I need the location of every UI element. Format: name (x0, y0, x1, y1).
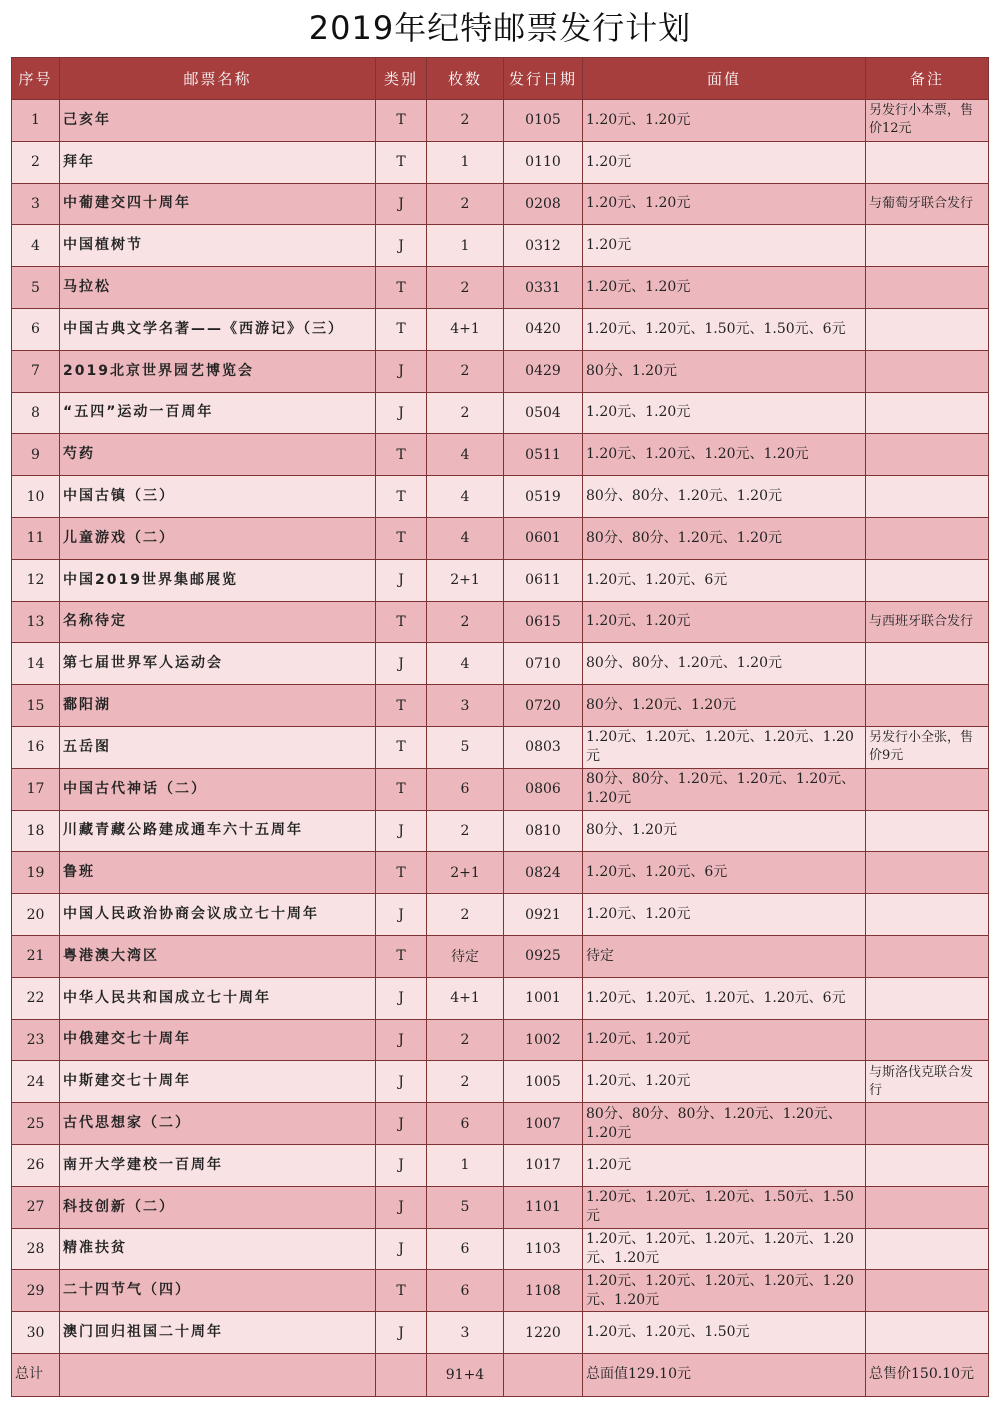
cell-type: J (376, 1186, 427, 1228)
cell-name: 澳门回归祖国二十周年 (60, 1312, 376, 1354)
cell-no: 8 (12, 392, 60, 434)
cell-note (866, 810, 989, 852)
cell-type: J (376, 1061, 427, 1103)
cell-name: 鄱阳湖 (60, 685, 376, 727)
cell-date: 0519 (504, 476, 583, 518)
cell-value: 1.20元、1.20元 (583, 894, 866, 936)
table-row (12, 726, 989, 768)
cell-count: 6 (427, 768, 504, 810)
cell-value: 80分、80分、80分、1.20元、1.20元、1.20元 (583, 1103, 866, 1145)
table-row (12, 308, 989, 350)
cell-note (866, 1019, 989, 1061)
cell-name: 古代思想家（二） (60, 1103, 376, 1145)
table-row (12, 517, 989, 559)
cell-no: 29 (12, 1270, 60, 1312)
cell-value: 80分、1.20元、1.20元 (583, 685, 866, 727)
cell-note (866, 977, 989, 1019)
cell-value: 待定 (583, 935, 866, 977)
cell-count: 6 (427, 1270, 504, 1312)
table-row (12, 601, 989, 643)
cell-date: 1002 (504, 1019, 583, 1061)
cell-type: J (376, 183, 427, 225)
cell-value: 1.20元、1.20元 (583, 100, 866, 142)
cell-note (866, 392, 989, 434)
cell-date: 1001 (504, 977, 583, 1019)
page-title: 2019年纪特邮票发行计划 (308, 9, 692, 47)
cell-count: 2 (427, 100, 504, 142)
cell-value: 1.20元、1.20元、1.20元、1.20元、1.20元、1.20元 (583, 1228, 866, 1270)
cell-note (866, 685, 989, 727)
cell-type: J (376, 559, 427, 601)
cell-no: 17 (12, 768, 60, 810)
cell-date: 0312 (504, 225, 583, 267)
cell-no: 20 (12, 894, 60, 936)
cell-count: 1 (427, 1144, 504, 1186)
cell-name: 中葡建交四十周年 (60, 183, 376, 225)
cell-value: 1.20元、1.20元 (583, 392, 866, 434)
cell-count: 2 (427, 601, 504, 643)
cell-value: 1.20元、1.20元、1.20元、1.20元、1.20元、1.20元 (583, 1270, 866, 1312)
table-row (12, 1103, 989, 1145)
cell-name: 中国古典文学名著——《西游记》（三） (60, 308, 376, 350)
cell-count: 待定 (427, 935, 504, 977)
cell-no: 19 (12, 852, 60, 894)
cell-date: 0925 (504, 935, 583, 977)
cell-type: T (376, 517, 427, 559)
table-row (12, 183, 989, 225)
cell-date: 0611 (504, 559, 583, 601)
table-row (12, 100, 989, 142)
total-type (376, 1353, 427, 1396)
cell-date: 1007 (504, 1103, 583, 1145)
cell-type: J (376, 350, 427, 392)
cell-value: 80分、1.20元 (583, 350, 866, 392)
cell-note (866, 350, 989, 392)
cell-count: 1 (427, 225, 504, 267)
cell-name: 中俄建交七十周年 (60, 1019, 376, 1061)
cell-name: 中国植树节 (60, 225, 376, 267)
cell-note (866, 1144, 989, 1186)
cell-type: J (376, 894, 427, 936)
cell-type: J (376, 643, 427, 685)
cell-type: J (376, 810, 427, 852)
cell-date: 0824 (504, 852, 583, 894)
cell-note (866, 141, 989, 183)
cell-count: 6 (427, 1228, 504, 1270)
cell-no: 13 (12, 601, 60, 643)
table-row (12, 685, 989, 727)
table-row (12, 1228, 989, 1270)
cell-type: J (376, 392, 427, 434)
cell-no: 4 (12, 225, 60, 267)
cell-note (866, 643, 989, 685)
cell-date: 1108 (504, 1270, 583, 1312)
cell-type: T (376, 476, 427, 518)
cell-date: 0615 (504, 601, 583, 643)
cell-count: 2 (427, 894, 504, 936)
cell-value: 1.20元、1.20元 (583, 1061, 866, 1103)
cell-count: 4+1 (427, 977, 504, 1019)
cell-type: T (376, 434, 427, 476)
cell-note (866, 1312, 989, 1354)
cell-note: 与西班牙联合发行 (866, 601, 989, 643)
cell-name: 中华人民共和国成立七十周年 (60, 977, 376, 1019)
cell-value: 80分、1.20元 (583, 810, 866, 852)
cell-type: T (376, 1270, 427, 1312)
cell-type: T (376, 601, 427, 643)
cell-note: 与葡萄牙联合发行 (866, 183, 989, 225)
cell-date: 1017 (504, 1144, 583, 1186)
cell-type: T (376, 726, 427, 768)
table-row (12, 1019, 989, 1061)
cell-no: 2 (12, 141, 60, 183)
cell-date: 0420 (504, 308, 583, 350)
cell-value: 1.20元、1.20元、6元 (583, 559, 866, 601)
cell-no: 22 (12, 977, 60, 1019)
cell-value: 1.20元、1.20元、6元 (583, 852, 866, 894)
table-row (12, 141, 989, 183)
cell-no: 6 (12, 308, 60, 350)
cell-type: J (376, 225, 427, 267)
total-name (60, 1353, 376, 1396)
total-value: 总面值129.10元 (583, 1353, 866, 1396)
table-row (12, 894, 989, 936)
cell-type: J (376, 1103, 427, 1145)
cell-name: 2019北京世界园艺博览会 (60, 350, 376, 392)
cell-date: 1005 (504, 1061, 583, 1103)
cell-date: 0511 (504, 434, 583, 476)
cell-no: 25 (12, 1103, 60, 1145)
cell-name: 川藏青藏公路建成通车六十五周年 (60, 810, 376, 852)
cell-value: 80分、80分、1.20元、1.20元 (583, 517, 866, 559)
table-row (12, 434, 989, 476)
cell-note (866, 308, 989, 350)
cell-type: T (376, 685, 427, 727)
table-row (12, 225, 989, 267)
cell-count: 6 (427, 1103, 504, 1145)
cell-name: 中国2019世界集邮展览 (60, 559, 376, 601)
cell-date: 0710 (504, 643, 583, 685)
cell-name: 鲁班 (60, 852, 376, 894)
cell-note (866, 935, 989, 977)
table-row (12, 350, 989, 392)
cell-name: 儿童游戏（二） (60, 517, 376, 559)
cell-no: 27 (12, 1186, 60, 1228)
header-name: 邮票名称 (60, 58, 376, 100)
cell-note: 与斯洛伐克联合发行 (866, 1061, 989, 1103)
cell-count: 2 (427, 1061, 504, 1103)
cell-no: 5 (12, 267, 60, 309)
cell-name: 拜年 (60, 141, 376, 183)
cell-date: 0921 (504, 894, 583, 936)
cell-value: 1.20元 (583, 225, 866, 267)
cell-no: 23 (12, 1019, 60, 1061)
cell-type: T (376, 267, 427, 309)
table-row (12, 852, 989, 894)
cell-no: 9 (12, 434, 60, 476)
header-type: 类别 (376, 58, 427, 100)
cell-name: 五岳图 (60, 726, 376, 768)
cell-value: 80分、80分、1.20元、1.20元、1.20元、1.20元 (583, 768, 866, 810)
cell-note (866, 476, 989, 518)
cell-date: 0806 (504, 768, 583, 810)
cell-no: 26 (12, 1144, 60, 1186)
cell-count: 2 (427, 350, 504, 392)
cell-type: J (376, 1144, 427, 1186)
table-row (12, 768, 989, 810)
cell-count: 2 (427, 1019, 504, 1061)
cell-count: 5 (427, 726, 504, 768)
cell-count: 3 (427, 685, 504, 727)
cell-count: 2 (427, 810, 504, 852)
cell-value: 1.20元、1.20元、1.20元、1.20元、6元 (583, 977, 866, 1019)
cell-note (866, 768, 989, 810)
cell-note (866, 1103, 989, 1145)
cell-date: 0208 (504, 183, 583, 225)
cell-name: 己亥年 (60, 100, 376, 142)
cell-note (866, 559, 989, 601)
cell-value: 80分、80分、1.20元、1.20元 (583, 476, 866, 518)
cell-name: 科技创新（二） (60, 1186, 376, 1228)
cell-no: 16 (12, 726, 60, 768)
cell-name: 中国人民政治协商会议成立七十周年 (60, 894, 376, 936)
cell-no: 3 (12, 183, 60, 225)
table-row (12, 1061, 989, 1103)
cell-count: 2+1 (427, 559, 504, 601)
table-row (12, 977, 989, 1019)
cell-name: 中国古镇（三） (60, 476, 376, 518)
cell-no: 18 (12, 810, 60, 852)
cell-type: T (376, 852, 427, 894)
cell-value: 1.20元 (583, 141, 866, 183)
table-row (12, 476, 989, 518)
cell-note (866, 267, 989, 309)
cell-count: 4 (427, 643, 504, 685)
cell-name: 马拉松 (60, 267, 376, 309)
cell-note (866, 894, 989, 936)
cell-note: 另发行小本票，售价12元 (866, 100, 989, 142)
cell-type: T (376, 141, 427, 183)
table-row (12, 392, 989, 434)
cell-type: T (376, 308, 427, 350)
cell-note (866, 434, 989, 476)
cell-name: “五四”运动一百周年 (60, 392, 376, 434)
header-no: 序号 (12, 58, 60, 100)
cell-count: 2 (427, 392, 504, 434)
cell-count: 5 (427, 1186, 504, 1228)
cell-date: 0720 (504, 685, 583, 727)
cell-name: 中国古代神话（二） (60, 768, 376, 810)
table-row (12, 1270, 989, 1312)
cell-date: 0810 (504, 810, 583, 852)
cell-note (866, 852, 989, 894)
cell-no: 12 (12, 559, 60, 601)
total-date (504, 1353, 583, 1396)
cell-count: 1 (427, 141, 504, 183)
cell-count: 2 (427, 267, 504, 309)
table-row (12, 1312, 989, 1354)
total-label: 总计 (12, 1353, 60, 1396)
header-date: 发行日期 (504, 58, 583, 100)
table-header-row (12, 58, 989, 100)
cell-type: T (376, 100, 427, 142)
header-count: 枚数 (427, 58, 504, 100)
cell-name: 精准扶贫 (60, 1228, 376, 1270)
cell-no: 10 (12, 476, 60, 518)
cell-count: 4 (427, 476, 504, 518)
cell-date: 0110 (504, 141, 583, 183)
cell-type: J (376, 1312, 427, 1354)
cell-count: 3 (427, 1312, 504, 1354)
cell-value: 1.20元、1.20元、1.20元、1.50元、1.50元 (583, 1186, 866, 1228)
cell-date: 0105 (504, 100, 583, 142)
cell-no: 30 (12, 1312, 60, 1354)
cell-no: 7 (12, 350, 60, 392)
cell-note: 另发行小全张，售价9元 (866, 726, 989, 768)
cell-note (866, 1270, 989, 1312)
cell-date: 0429 (504, 350, 583, 392)
cell-count: 4+1 (427, 308, 504, 350)
cell-name: 第七届世界军人运动会 (60, 643, 376, 685)
total-count: 91+4 (427, 1353, 504, 1396)
cell-name: 粤港澳大湾区 (60, 935, 376, 977)
table-row (12, 1186, 989, 1228)
header-value: 面值 (583, 58, 866, 100)
table-row (12, 559, 989, 601)
cell-count: 4 (427, 434, 504, 476)
cell-no: 1 (12, 100, 60, 142)
cell-note (866, 225, 989, 267)
table-row (12, 935, 989, 977)
cell-type: T (376, 935, 427, 977)
stamp-schedule-table (11, 57, 989, 1397)
cell-no: 28 (12, 1228, 60, 1270)
table-row (12, 643, 989, 685)
cell-value: 1.20元、1.20元、1.50元 (583, 1312, 866, 1354)
cell-note (866, 517, 989, 559)
cell-no: 15 (12, 685, 60, 727)
cell-value: 1.20元、1.20元、1.20元、1.20元、1.20元 (583, 726, 866, 768)
cell-value: 1.20元、1.20元 (583, 1019, 866, 1061)
cell-name: 二十四节气（四） (60, 1270, 376, 1312)
cell-count: 2 (427, 183, 504, 225)
cell-date: 1220 (504, 1312, 583, 1354)
cell-type: J (376, 1019, 427, 1061)
header-note: 备注 (866, 58, 989, 100)
cell-name: 芍药 (60, 434, 376, 476)
cell-no: 24 (12, 1061, 60, 1103)
cell-type: J (376, 977, 427, 1019)
cell-name: 中斯建交七十周年 (60, 1061, 376, 1103)
cell-no: 11 (12, 517, 60, 559)
cell-value: 1.20元、1.20元、1.50元、1.50元、6元 (583, 308, 866, 350)
cell-value: 1.20元、1.20元、1.20元、1.20元 (583, 434, 866, 476)
cell-value: 1.20元、1.20元 (583, 183, 866, 225)
cell-value: 1.20元 (583, 1144, 866, 1186)
cell-name: 名称待定 (60, 601, 376, 643)
cell-date: 1103 (504, 1228, 583, 1270)
total-row (12, 1353, 989, 1396)
cell-date: 0803 (504, 726, 583, 768)
cell-type: T (376, 768, 427, 810)
total-note: 总售价150.10元 (866, 1353, 989, 1396)
cell-date: 0601 (504, 517, 583, 559)
cell-no: 21 (12, 935, 60, 977)
table-row (12, 1144, 989, 1186)
cell-note (866, 1186, 989, 1228)
table-row (12, 267, 989, 309)
cell-count: 2+1 (427, 852, 504, 894)
cell-value: 1.20元、1.20元 (583, 601, 866, 643)
cell-count: 4 (427, 517, 504, 559)
cell-type: J (376, 1228, 427, 1270)
cell-date: 0504 (504, 392, 583, 434)
cell-value: 80分、80分、1.20元、1.20元 (583, 643, 866, 685)
cell-name: 南开大学建校一百周年 (60, 1144, 376, 1186)
cell-value: 1.20元、1.20元 (583, 267, 866, 309)
cell-note (866, 1228, 989, 1270)
cell-date: 1101 (504, 1186, 583, 1228)
cell-date: 0331 (504, 267, 583, 309)
cell-no: 14 (12, 643, 60, 685)
table-row (12, 810, 989, 852)
